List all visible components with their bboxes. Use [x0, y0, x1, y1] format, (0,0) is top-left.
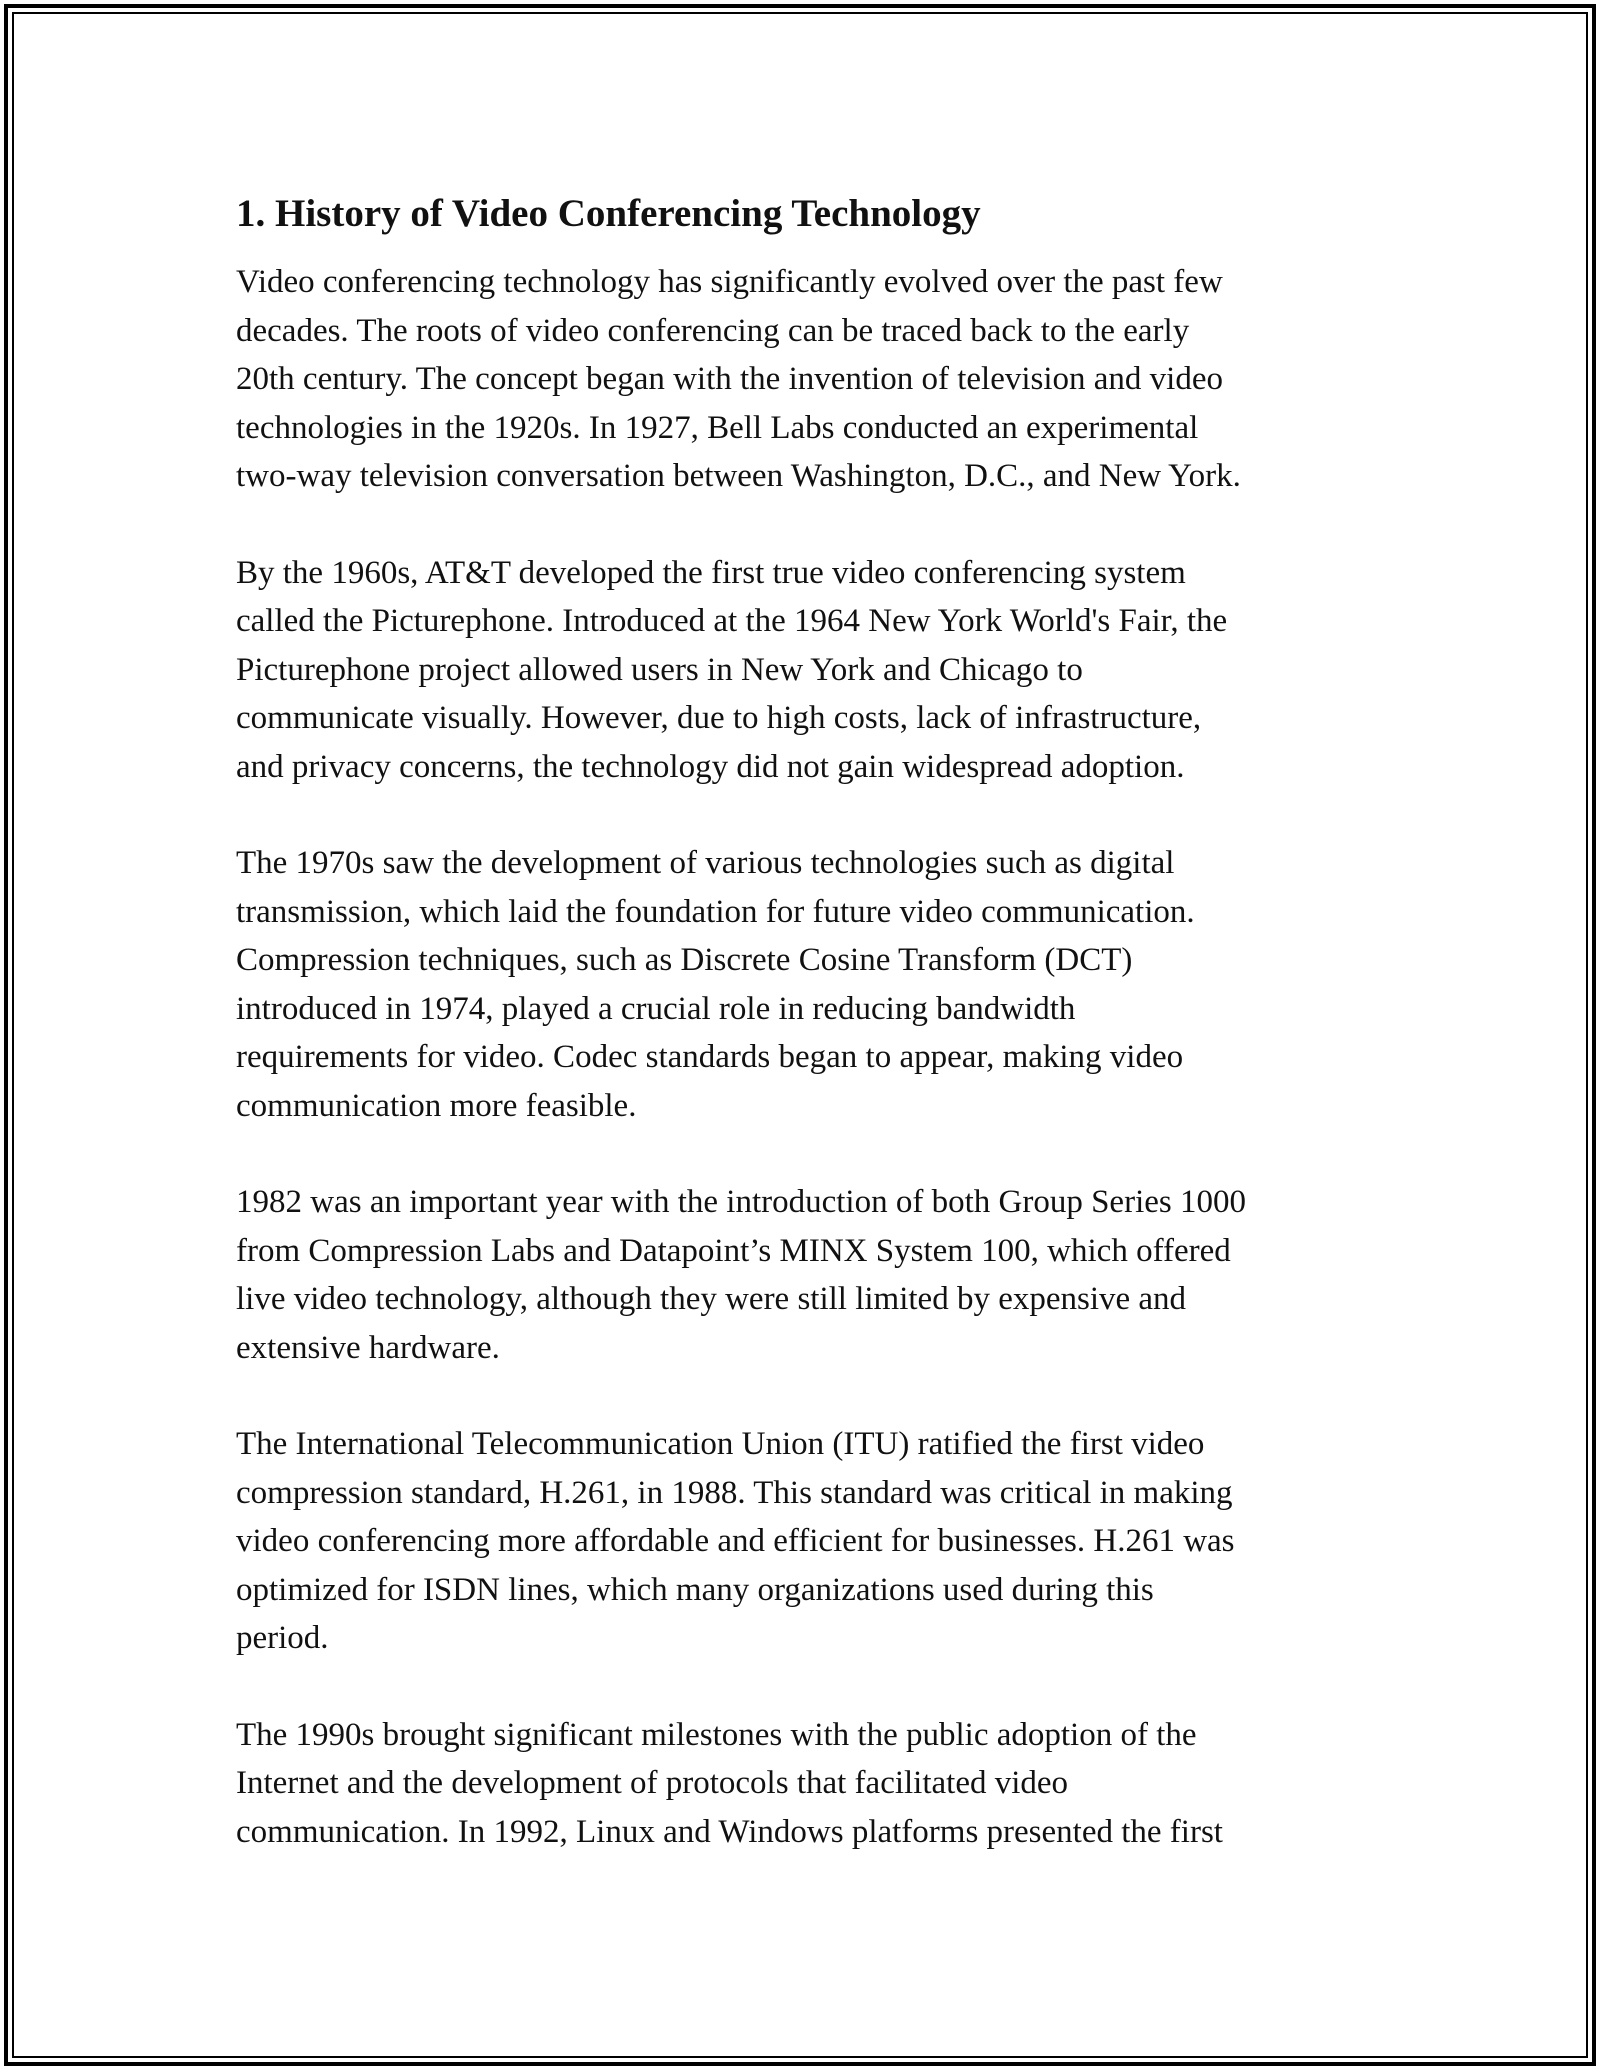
paragraph-2 — [236, 549, 1376, 792]
text-line: Internet and the development of protocols that facilitated video — [236, 1765, 1069, 1801]
text-line: The 1970s saw the development of various technologies such as digital — [236, 845, 1175, 881]
text-line: By the 1960s, AT&T developed the first true video conferencing system — [236, 554, 1186, 591]
text-line: technologies in the 1920s. In 1927, Bell Labs conducted an experimental — [236, 409, 1199, 446]
text-line: The International Telecommunication Union (ITU) ratified the first video — [236, 1426, 1205, 1462]
paragraph-6 — [236, 1711, 1376, 1857]
paragraph-3 — [236, 839, 1376, 1130]
text-line: compression standard, H.261, in 1988. This standard was critical in making — [236, 1474, 1233, 1511]
paragraph-1 — [236, 258, 1376, 501]
paragraph-4 — [236, 1178, 1376, 1372]
text-line: Video conferencing technology has significantly evolved over the past few — [236, 264, 1223, 300]
text-line: optimized for ISDN lines, which many organizations used during this — [236, 1571, 1154, 1608]
text-line: extensive hardware. — [236, 1329, 500, 1366]
text-line: Compression techniques, such as Discrete Cosine Transform (DCT) — [236, 942, 1133, 978]
text-line: communicate visually. However, due to high costs, lack of infrastructure, — [236, 700, 1202, 736]
text-line: two-way television conversation between Washington, D.C., and New York. — [236, 458, 1241, 494]
section-heading: 1. History of Video Conferencing Technology — [236, 192, 981, 235]
text-line: video conferencing more affordable and efficient for businesses. H.261 was — [236, 1523, 1235, 1559]
text-line: The 1990s brought significant milestones with the public adoption of the — [236, 1716, 1197, 1753]
text-line: called the Picturephone. Introduced at the 1964 New York World's Fair, the — [236, 603, 1228, 639]
text-line: and privacy concerns, the technology did not gain widespread adoption. — [236, 748, 1185, 785]
text-line: introduced in 1974, played a crucial role in reducing bandwidth — [236, 990, 1076, 1027]
text-line: from Compression Labs and Datapoint’s MINX System 100, which offered — [236, 1232, 1231, 1269]
text-line: Picturephone project allowed users in New York and Chicago to — [236, 651, 1083, 688]
text-line: communication. In 1992, Linux and Windows platforms presented the first — [236, 1813, 1223, 1850]
text-line: 1982 was an important year with the introduction of both Group Series 1000 — [236, 1184, 1246, 1220]
paragraph-5 — [236, 1420, 1376, 1663]
text-line: communication more feasible. — [236, 1087, 637, 1124]
text-line: decades. The roots of video conferencing can be traced back to the early — [236, 312, 1190, 349]
text-line: transmission, which laid the foundation for future video communication. — [236, 893, 1195, 930]
text-line: 20th century. The concept began with the invention of television and video — [236, 361, 1223, 397]
text-line: period. — [236, 1620, 329, 1656]
text-line: requirements for video. Codec standards began to appear, making video — [236, 1039, 1184, 1075]
document-body — [236, 186, 1376, 1904]
text-line: live video technology, although they were still limited by expensive and — [236, 1281, 1187, 1317]
